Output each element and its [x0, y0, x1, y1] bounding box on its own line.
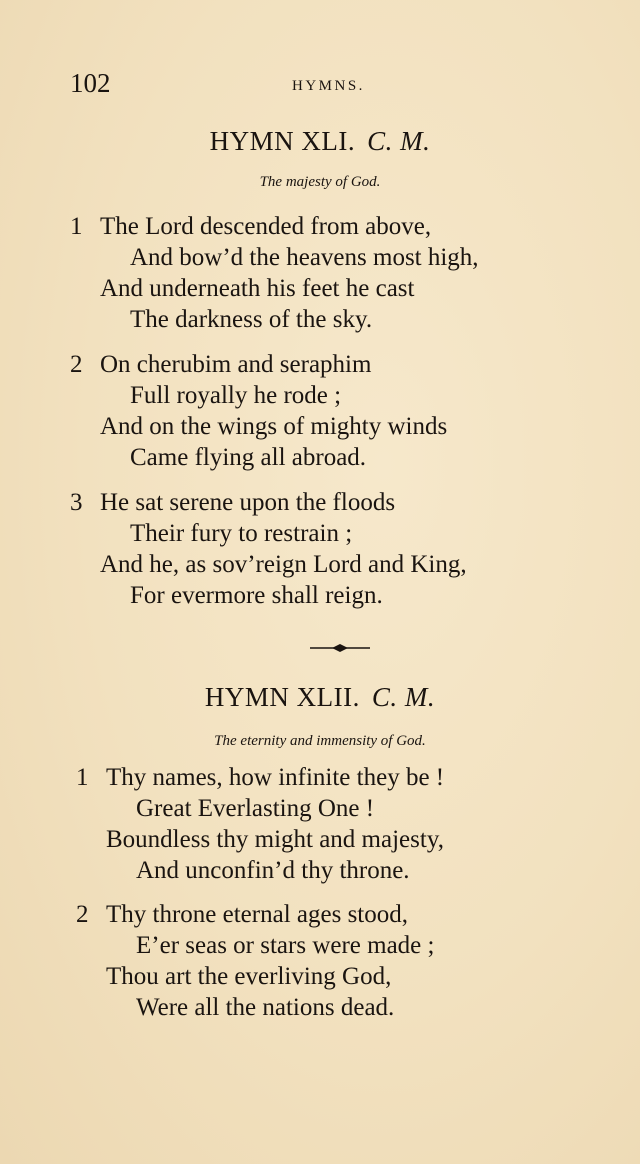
line-text: The Lord descended from above, — [100, 213, 432, 240]
stanza-number: 2 — [70, 351, 83, 378]
page-number: 102 — [70, 68, 111, 98]
hymn-subtitle: The majesty of God. — [259, 174, 381, 190]
stanza-line — [70, 487, 467, 518]
stanza-line: And he, as sov’reign Lord and King, — [100, 551, 467, 578]
stanza-number: 1 — [70, 213, 83, 240]
line-text: Thy names, how infinite they be ! — [106, 764, 445, 791]
stanza-line: And on the wings of mighty winds — [100, 413, 448, 440]
hymn-subtitle: The eternity and immensity of God. — [214, 733, 426, 749]
stanza — [76, 899, 435, 1023]
stanza-number: 2 — [76, 901, 89, 928]
stanza-number: 1 — [76, 764, 89, 791]
line-text: He sat serene upon the floods — [100, 489, 396, 516]
stanza-line — [70, 349, 447, 380]
stanza-line: And bow’d the heavens most high, — [130, 244, 479, 271]
hymn-meter: C. M. — [367, 126, 431, 156]
stanza-line — [76, 899, 434, 930]
stanza-line — [70, 211, 479, 242]
stanza-line: Great Everlasting One ! — [136, 795, 375, 822]
stanza-line: And unconfin’d thy throne. — [136, 857, 410, 884]
stanza-line: Full royally he rode ; — [130, 382, 342, 409]
stanza — [76, 762, 445, 886]
stanza-line: Thou art the everliving God, — [106, 963, 392, 990]
stanza-line: Boundless thy might and majesty, — [106, 826, 444, 853]
stanza — [70, 487, 467, 611]
hymn-number: HYMN XLII. — [204, 682, 360, 712]
hymn-title — [0, 682, 640, 713]
stanza — [70, 211, 479, 335]
hymn-title — [0, 126, 640, 157]
running-head — [70, 68, 590, 100]
section-divider-ornament-icon — [310, 640, 370, 656]
stanza — [70, 349, 448, 473]
line-text: On cherubim and seraphim — [100, 351, 372, 378]
stanza-line: And underneath his feet he cast — [100, 275, 415, 302]
stanza-line: E’er seas or stars were made ; — [136, 932, 435, 959]
running-title: HYMNS. — [292, 78, 365, 94]
stanza-line: Came flying all abroad. — [130, 444, 367, 471]
hymn-number: HYMN XLI. — [209, 126, 356, 156]
stanza-line — [76, 762, 445, 793]
line-text: Thy throne eternal ages stood, — [106, 901, 408, 928]
stanza-line: For evermore shall reign. — [130, 582, 383, 609]
stanza-line: Their fury to restrain ; — [130, 520, 353, 547]
stanza-number: 3 — [70, 489, 83, 516]
hymn-meter: C. M. — [371, 682, 436, 712]
stanza-line: The darkness of the sky. — [130, 306, 373, 333]
stanza-line: Were all the nations dead. — [136, 994, 395, 1021]
